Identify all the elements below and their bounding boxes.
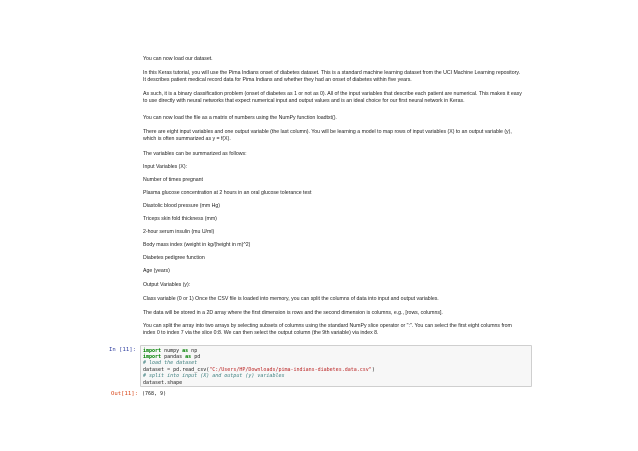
md-load-dataset: You can now load our dataset. <box>143 56 213 62</box>
markdown-cell <box>143 56 523 63</box>
md-binary-classification <box>143 91 523 105</box>
md-var-blood-pressure <box>143 203 523 210</box>
code-editor[interactable] <box>140 345 532 387</box>
md-paragraph: The variables can be summarized as follows: <box>143 151 247 157</box>
keyword: as <box>185 353 192 360</box>
code-token: np <box>188 347 198 354</box>
md-paragraph: Input Variables (X): <box>143 164 188 170</box>
code-line-1 <box>143 348 197 354</box>
code-token: pd.read_csv( <box>170 366 210 373</box>
md-paragraph: Plasma glucose concentration at 2 hours in an oral glucose tolerance test <box>143 190 312 196</box>
operator: = <box>167 366 171 373</box>
md-paragraph: You can split the array into two arrays by selecting subsets of columns using the standard NumPy slice operator or ":". You can select the first eight columns from index 0 to index 7 via the slice 0:8. We can then select the output column (the 9th variable) via index 8. <box>143 323 512 336</box>
output-prompt: Out[11]: <box>111 391 138 397</box>
md-paragraph: Number of times pregnant <box>143 177 203 183</box>
md-var-pedigree <box>143 255 523 262</box>
md-var-pregnant <box>143 177 523 184</box>
md-var-insulin <box>143 229 523 236</box>
code-line-3-comment: # load the dataset <box>143 360 198 367</box>
md-var-glucose <box>143 190 523 197</box>
md-keras-tutorial <box>143 70 523 84</box>
md-var-age <box>143 268 523 275</box>
md-paragraph: As such, it is a binary classification problem (onset of diabetes as 1 or not as 0). All of the input variables that describe each patient are numerical. This makes it easy to use directly with neural networks that expect numerical input and output values and is an ideal choice for our first neural network in Keras. <box>143 91 522 104</box>
md-paragraph: In this Keras tutorial, you will use the Pima Indians onset of diabetes dataset. This is a standard machine learning dataset from the UCI Machine Learning repository. It describes patient medical record data for Pima Indians and whether they had an onset of diabetes within five years. <box>143 70 520 83</box>
keyword: import <box>143 347 162 354</box>
md-2d-array <box>143 310 523 317</box>
md-paragraph: Diastolic blood pressure (mm Hg) <box>143 203 220 209</box>
md-class-variable <box>143 296 523 303</box>
keyword: as <box>182 347 189 354</box>
string-literal: "C:/Users/HP/Downloads/pima-indians-diabetes.data.csv" <box>209 366 372 373</box>
md-paragraph: 2-hour serum insulin (mu U/ml) <box>143 229 215 235</box>
md-var-triceps <box>143 216 523 223</box>
keyword: import <box>143 353 162 360</box>
code-token: ) <box>371 366 375 373</box>
code-line-5-comment: # split into input (X) and output (y) variables <box>143 373 285 380</box>
md-summarized <box>143 151 523 158</box>
code-token: numpy <box>161 347 183 354</box>
md-paragraph: Diabetes pedigree function <box>143 255 205 261</box>
md-paragraph: Class variable (0 or 1) Once the CSV file is loaded into memory, you can split the columns of data into input and output variables. <box>143 296 439 302</box>
code-line-6: dataset.shape <box>143 379 183 386</box>
md-paragraph: You can now load the file as a matrix of numbers using the NumPy function loadtxt(). <box>143 115 337 121</box>
code-token: pd <box>191 353 201 360</box>
md-paragraph: The data will be stored in a 2D array where the first dimension is rows and the second dimension is columns, e.g., [rows, columns]. <box>143 310 443 316</box>
code-line-4 <box>143 367 375 373</box>
md-paragraph: There are eight input variables and one output variable (the last column). You will be learning a model to map rows of input variables (X) to an output variable (y), which is often summarized as y = f(X). <box>143 129 512 142</box>
md-paragraph: Output Variables (y): <box>143 282 191 288</box>
code-line-2 <box>143 354 200 360</box>
code-token: dataset <box>143 366 168 373</box>
input-prompt: In [11]: <box>109 347 136 353</box>
md-output-variables-heading <box>143 282 523 289</box>
md-input-variables-heading <box>143 164 523 171</box>
md-paragraph: Age (years) <box>143 268 170 274</box>
md-slice <box>143 323 523 337</box>
md-var-bmi <box>143 242 523 249</box>
code-token: pandas <box>161 353 186 360</box>
md-paragraph: Body mass index (weight in kg/(height in m)^2) <box>143 242 251 248</box>
md-input-variables-intro <box>143 129 523 143</box>
md-loadtxt <box>143 115 523 122</box>
md-paragraph: Triceps skin fold thickness (mm) <box>143 216 217 222</box>
cell-output: (768, 9) <box>142 391 167 397</box>
